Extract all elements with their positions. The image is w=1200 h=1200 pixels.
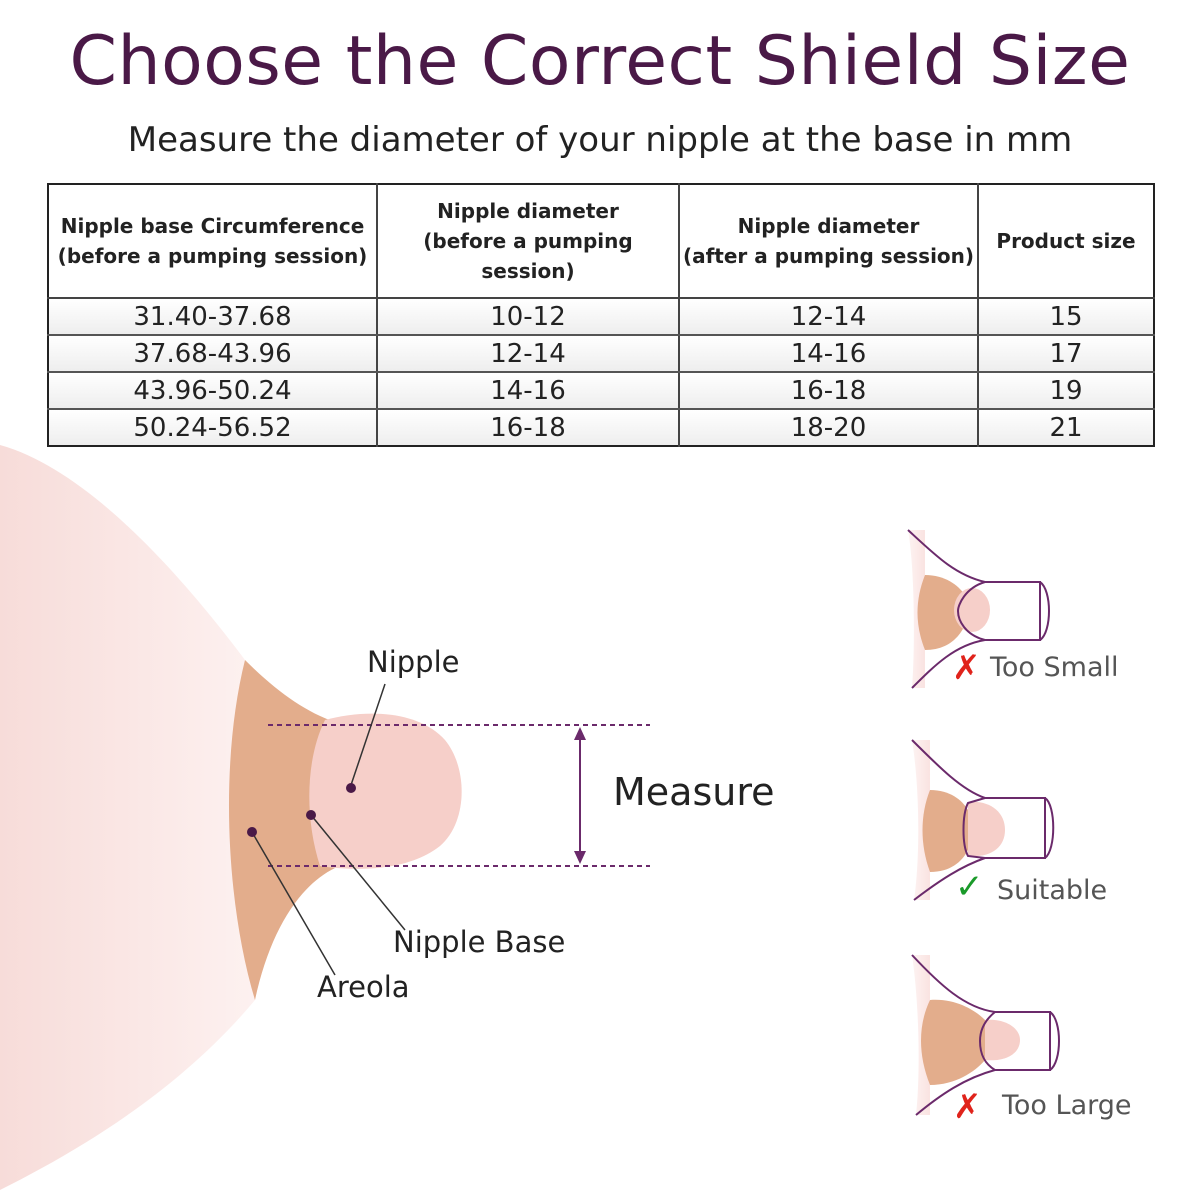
arrow-head-up [574, 727, 586, 740]
table-cell: 16-18 [377, 409, 679, 446]
table-cell: 31.40-37.68 [48, 298, 377, 335]
header-line: (before a pumping session) [57, 244, 368, 268]
table-cell: 19 [978, 372, 1154, 409]
size-table [47, 183, 1155, 447]
table-cell: 16-18 [679, 372, 978, 409]
page-title: Choose the Correct Shield Size [69, 22, 1131, 101]
cross-icon: ✗ [953, 1087, 982, 1127]
header-line: (before a pumping session) [423, 229, 633, 283]
header-line: Product size [996, 229, 1136, 253]
table-row [48, 298, 1154, 335]
header-circumference [48, 184, 377, 298]
suitable-label: Suitable [997, 875, 1108, 906]
table-cell: 17 [978, 335, 1154, 372]
table-cell: 14-16 [377, 372, 679, 409]
nipple-base-dot [306, 810, 316, 820]
table-row [48, 335, 1154, 372]
table-cell: 18-20 [679, 409, 978, 446]
table-row [48, 372, 1154, 409]
header-line: Nipple base Circumference [60, 214, 365, 238]
arrow-head-down [574, 851, 586, 864]
page-subtitle: Measure the diameter of your nipple at the base in mm [127, 120, 1073, 160]
header-line: (after a pumping session) [682, 244, 975, 268]
header-diameter-after [679, 184, 978, 298]
anatomy-diagram [0, 440, 1200, 1200]
table-cell: 37.68-43.96 [48, 335, 377, 372]
cross-icon: ✗ [952, 648, 981, 688]
header-product-size [978, 184, 1154, 298]
table-cell: 15 [978, 298, 1154, 335]
header-line: Nipple diameter [737, 214, 920, 238]
table-cell: 21 [978, 409, 1154, 446]
nipple-base-label: Nipple Base [393, 925, 566, 959]
too-small-label: Too Small [990, 652, 1119, 683]
table-cell: 14-16 [679, 335, 978, 372]
nipple-shape [309, 714, 461, 869]
table-cell: 10-12 [377, 298, 679, 335]
check-icon: ✓ [955, 867, 984, 907]
areola-label: Areola [317, 970, 410, 1004]
nipple-dot [346, 783, 356, 793]
too-large-label: Too Large [1002, 1090, 1132, 1121]
header-diameter-before [377, 184, 679, 298]
table-cell: 12-14 [377, 335, 679, 372]
table-cell: 12-14 [679, 298, 978, 335]
breast-shape [0, 445, 255, 1190]
table-cell: 43.96-50.24 [48, 372, 377, 409]
table-header-row [48, 184, 1154, 298]
table-cell: 50.24-56.52 [48, 409, 377, 446]
header-line: Nipple diameter [437, 199, 619, 223]
nipple-label: Nipple [367, 645, 460, 679]
areola-dot [247, 827, 257, 837]
measure-label: Measure [613, 770, 775, 814]
